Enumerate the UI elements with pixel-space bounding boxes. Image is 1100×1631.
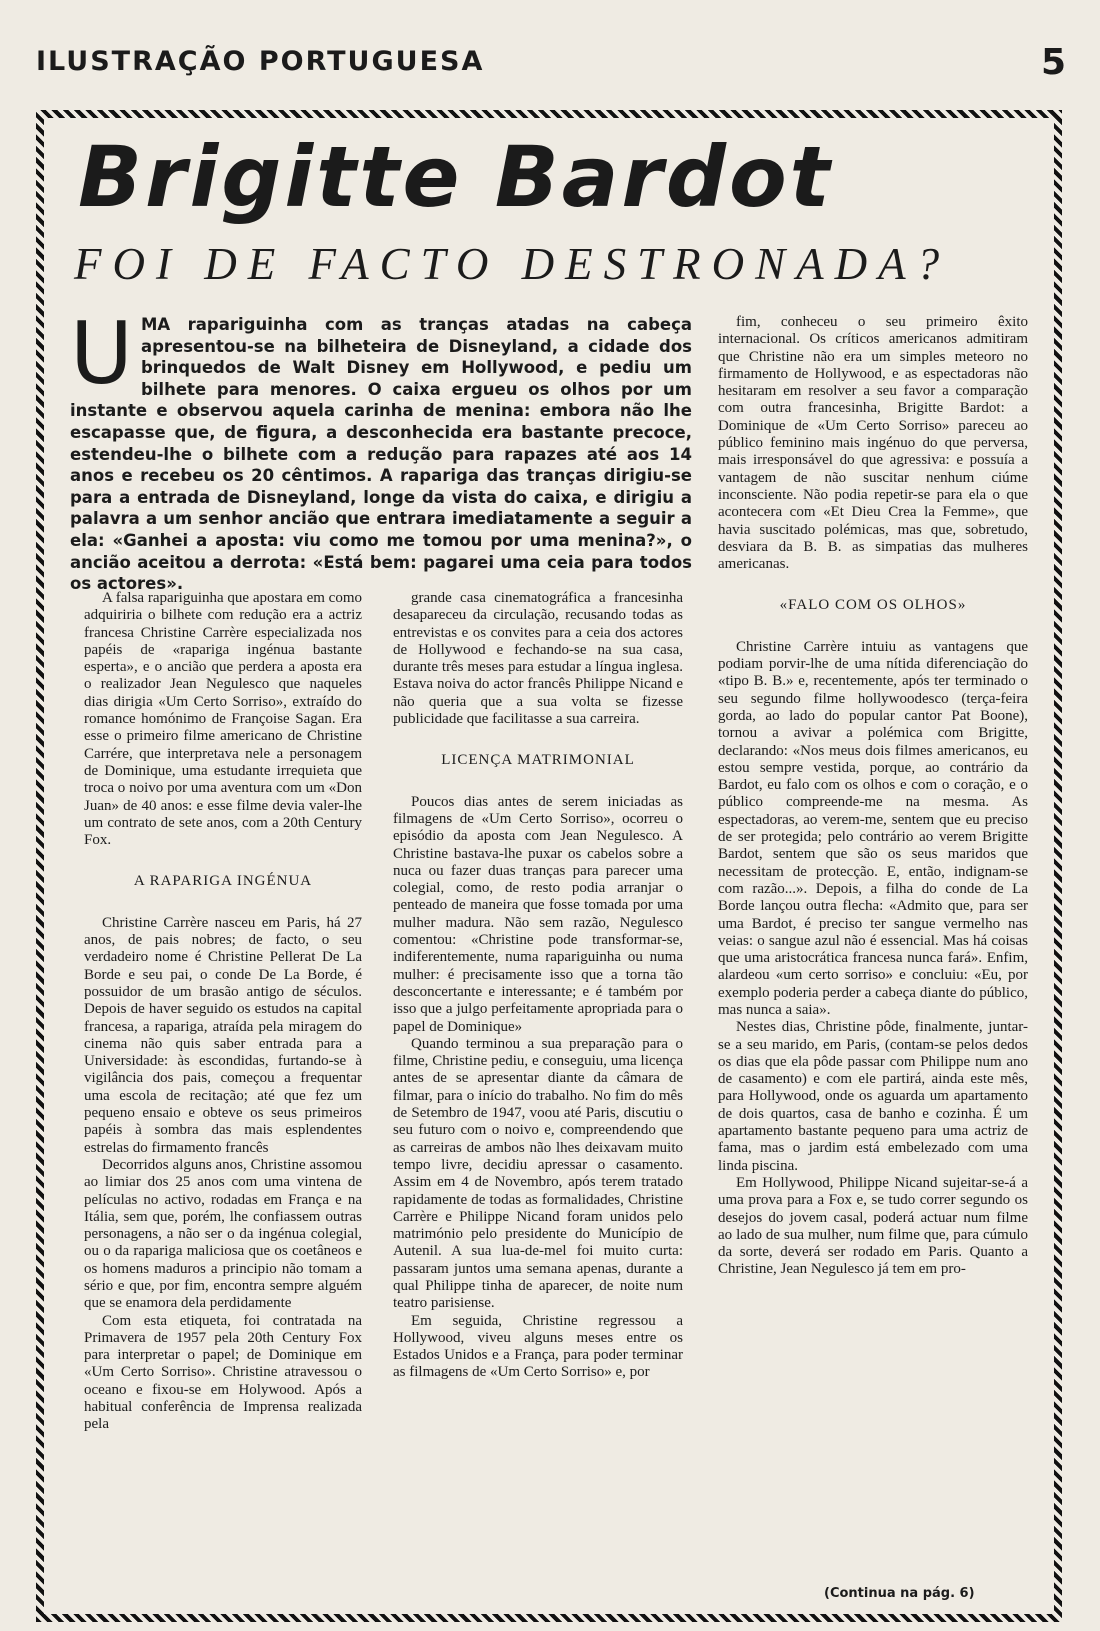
paragraph: Christine Carrère nasceu em Paris, há 27 anos, de pais nobres; de facto, o seu verdadeiro nome é Christine Pellerat De La Borde e seu pai, o conde De La Borde, é possuidor de um brasão antigo de séculos. Depois de haver seguido os estudos na capital francesa, a rapariga, atraída pela miragem do cinema não quis saber entrada para a Universidade: às escondidas, furtando-se à vigilância dos pais, começou a frequentar uma escola de recitação; até que fez um pequeno ensaio e obteve os seus primeiros papéis à sombra das mais esplendentes estrelas do firmamento francês <box>84 914 362 1156</box>
paragraph: Em Hollywood, Philippe Nicand sujeitar-se-á a uma prova para a Fox e, se tudo correr segundo os desejos do jovem casal, poderá actuar num filme ao lado de sua mulher, num filme que, para cúmulo da sorte, deverá ser rodado em Paris. Quanto a Christine, Jean Negulesco já tem em pro- <box>718 1174 1028 1278</box>
page-number: 5 <box>1040 42 1066 83</box>
magazine-name: ILUSTRAÇÃO PORTUGUESA <box>36 46 485 77</box>
lead-text: MA rapariguinha com as tranças atadas na cabeça apresentou-se na bilheteira de Disneyland, a cidade dos brinquedos de Walt Disney em Hollywood, e pediu um bilhete para menores. O caixa ergueu os olhos por um instante e observou aquela carinha de menina: embora não lhe escapasse que, de figura, a desconhecida era bastante precoce, estendeu-lhe o bilhete com a redução para rapazes até aos 14 anos e recebeu os 20 cêntimos. A rapariga das tranças dirigiu-se para a entrada de Disneyland, longe da vista do caixa, e dirigiu a palavra a um senhor ancião que entrara imediatamente a seguir a ela: «Ganhei a aposta: viu como me tomou por uma menina?», o ancião aceitou a derrota: «Está bem: pagarei uma ceia para todos os actores». <box>70 315 692 594</box>
paragraph: fim, conheceu o seu primeiro êxito internacional. Os críticos americanos admitiram que Christine não era um simples meteoro no firmamento de Hollywood, e as espectadoras não hesitaram em resolver a seu favor a comparação com outra francesinha, Brigitte Bardot: a Dominique de «Um Certo Sorriso» pareceu ao público feminino mais ingénuo do que perversa, mais irresponsável do que agressiva: e possuía a vantagem de não suscitar nenhum ciúme inconsciente. Não podia repetir-se para ela o que acontecera com «Et Dieu Crea la Femme», que havia suscitado polémicas, mas que, sobretudo, desviara da B. B. as simpatias das mulheres americanas. <box>718 314 1028 573</box>
column-3 <box>718 314 1028 1279</box>
continued-note: (Continua na pág. 6) <box>824 1586 975 1601</box>
paragraph: A falsa rapariguinha que apostara em como adquiriria o bilhete com redução era a actriz francesa Christine Carrère especializada nos papéis de «rapariga ingénua bastante esperta», e o ancião que perdera a aposta era o realizador Jean Negulesco que naqueles dias dirigia «Um Certo Sorriso», extraído do romance homónimo de Françoise Sagan. Era esse o primeiro filme americano de Christine Carrére, que interpretava nele a personagem de Dominique, uma estudante irrequieta que troca o noivo por uma aventura com um «Don Juan» de 40 anos: e esse filme devia valer-lhe um contrato de sete anos, com a 20th Century Fox. <box>84 590 362 849</box>
lead-paragraph <box>70 304 692 595</box>
paragraph: Poucos dias antes de serem iniciadas as filmagens de «Um Certo Sorriso», ocorreu o episódio da aposta com Jean Negulesco. A Christine bastava-lhe puxar os cabelos sobre a nuca ou fazer duas tranças para parecer uma colegial, como, de resto podia arranjar o penteado de maneira que fosse tomada por uma mulher madura. Não sem razão, Negulesco comentou: «Christine pode transformar-se, indiferentemente, numa rapariguinha ou numa mulher: é precisamente isso que a torna tão desconcertante e interessante; e é também por isso que a julgo perfeitamente apropriada para o papel de Dominique» <box>393 793 683 1035</box>
drop-cap: U <box>70 304 133 404</box>
paragraph: Christine Carrère intuiu as vantagens que podiam porvir-lhe de uma nítida diferenciação do «tipo B. B.» e, recentemente, após ter terminado o seu segundo filme hollywoodesco (terça-feira gorda, ao lado do popular cantor Pat Boone), tornou a avivar a polémica com Brigitte, declarando: «Nos meus dois filmes americanos, eu estou sempre vestida, porque, ao contrário da Bardot, eu falo com os olhos e com o coração, e o público compreende-me na mesma. As espectadoras, ao verem-me, sentem que eu preciso de ser protegida; pelo contrário ao verem Brigitte Bardot, sentem que são os seus maridos que necessitam de protecção. E, então, indignam-se com razão...». Depois, a filha do conde de La Borde lançou outra flecha: «Admito que, para ser uma Bardot, é preciso ter sangue vermelho nas veias: o sangue azul não é essencial. Mas há coisas que uma aristocrática francesa nunca fará». Enfim, alardeou «um certo sorriso» e concluiu: «Eu, por exemplo poderia perder a cabeça diante do público, mas nunca a saia». <box>718 638 1028 1018</box>
paragraph: Com esta etiqueta, foi contratada na Primavera de 1957 pela 20th Century Fox para interpretar o papel; de Dominique em «Um Certo Sorriso». Christine atravessou o oceano e fixou-se em Holywood. Após a habitual conferência de Imprensa realizada pela <box>84 1312 362 1433</box>
section-heading-rapariga-ingenua: A RAPARIGA INGÉNUA <box>133 873 313 890</box>
page-header <box>36 42 1066 86</box>
paragraph: Nestes dias, Christine pôde, finalmente, juntar-se a seu marido, em Paris, (contam-se pelos dedos os dias que ela pôde passar com Philippe num ano de casamento) e com ele partirá, ainda este mês, para Hollywood, onde os aguarda um apartamento de dois quartos, casa de banho e cozinha. É um apartamento bastante pequeno para uma actriz de fama, mas o jardim está embelezado com uma linda piscina. <box>718 1019 1028 1174</box>
paragraph: Em seguida, Christine regressou a Hollywood, viveu alguns meses entre os Estados Unidos e a França, para poder terminar as filmagens de «Um Certo Sorriso» e, por <box>393 1312 683 1381</box>
column-2 <box>393 590 683 1382</box>
column-1 <box>84 590 362 1434</box>
paragraph: Quando terminou a sua preparação para o filme, Christine pediu, e conseguiu, uma licença antes de se apresentar diante da câmara de filmar, para o início do trabalho. No fim do mês de Setembro de 1947, voou até Paris, discutiu o seu futuro com o noivo e, compreendendo que as carreiras de ambos não lhes deixavam muito tempo livre, decidiu apressar o casamento. Assim em 4 de Novembro, após terem tratado rapidamente de todas as formalidades, Christine Carrère e Philippe Nicand foram unidos pelo matrimónio pelo presidente do Município de Autenil. A sua lua-de-mel foi muito curta: passaram juntos uma semana apenas, durante a qual Philippe tinha de aparecer, de noite num teatro parisiense. <box>393 1035 683 1312</box>
article-title: Brigitte Bardot <box>78 128 833 226</box>
section-heading-licenca-matrimonial: LICENÇA MATRIMONIAL <box>441 752 635 769</box>
article-subtitle: FOI DE FACTO DESTRONADA? <box>74 239 951 289</box>
section-heading-falo-com-os-olhos: «FALO COM OS OLHOS» <box>779 597 967 614</box>
paragraph: Decorridos alguns anos, Christine assomou ao limiar dos 25 anos com uma vintena de películas no activo, rodadas em França e na Itália, sem que, porém, lhe confiassem outras personagens, a não ser o da ingénua colegial, ou o da rapariga maliciosa que os coetâneos e os homens maduros a principio não tomam a sério e que, por fim, encontra sempre alguém que se enamora dela perdidamente <box>84 1156 362 1312</box>
paragraph: grande casa cinematográfica a francesinha desapareceu da circulação, recusando todas as entrevistas e os convites para a ceia dos actores de Hollywood e fechando-se na sua casa, durante três meses para estudar a língua inglesa. Estava noiva do actor francês Philippe Nicand e não queria que a sua volta se fizesse publicidade que facilitasse a sua carreira. <box>393 590 683 728</box>
